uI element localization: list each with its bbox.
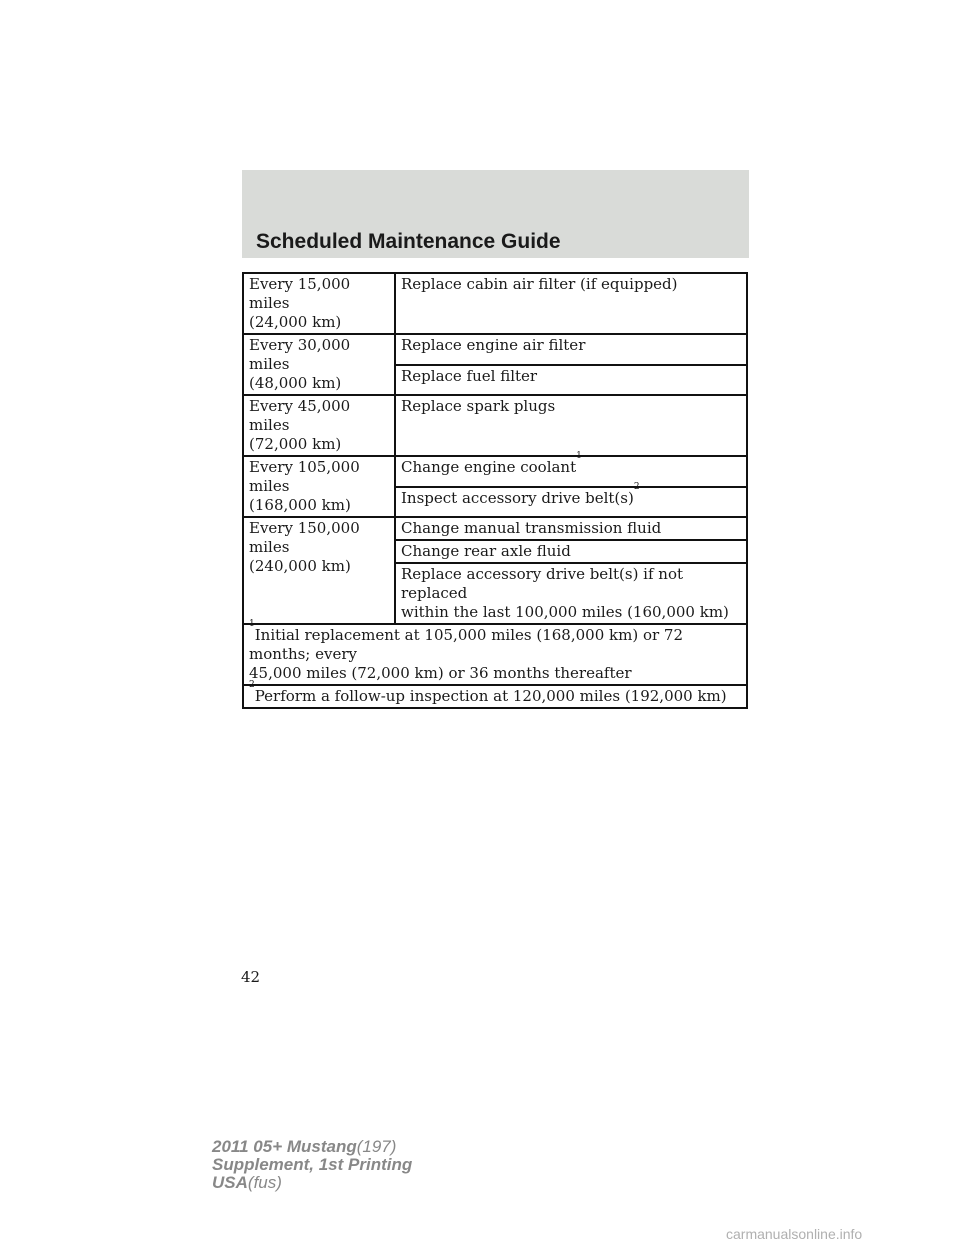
table-row (243, 395, 747, 456)
task-cell: Change engine coolant$^1$ (395, 456, 747, 487)
print-footer: 2011 05+ Mustang(197) Supplement, 1st Printing USA(fus) (212, 1137, 413, 1192)
task-cell: Change rear axle fluid (395, 540, 747, 563)
interval-cell: Every 15,000 miles (24,000 km) (243, 273, 395, 334)
interval-cell: Every 150,000 miles (240,000 km) (243, 517, 395, 624)
footnote-1: $^1$Initial replacement at 105,000 miles (168,000 km) or 72 months; every 45,000 miles (72,000 km) or 36 months thereafter (243, 624, 747, 685)
interval-cell: Every 30,000 miles (48,000 km) (243, 334, 395, 395)
maintenance-table (242, 272, 748, 709)
task-cell: Replace accessory drive belt(s) if not replaced within the last 100,000 miles (160,000 km) (395, 563, 747, 624)
footnote-row (243, 624, 747, 685)
footnote-row (243, 685, 747, 708)
task-cell: Inspect accessory drive $belt(s)^2$ (395, 487, 747, 518)
task-cell: Replace cabin air filter (if equipped) (395, 273, 747, 334)
task-cell: Replace fuel filter (395, 365, 747, 396)
watermark: carmanualsonline.info (726, 1226, 863, 1242)
interval-cell: Every 45,000 miles (72,000 km) (243, 395, 395, 456)
task-cell: Replace engine air filter (395, 334, 747, 365)
table-row (243, 517, 747, 540)
interval-cell: Every 105,000 miles (168,000 km) (243, 456, 395, 517)
table-row (243, 273, 747, 334)
task-cell: Replace spark plugs (395, 395, 747, 456)
footnote-mark: 2 (633, 481, 640, 492)
footnote-mark: 1 (576, 451, 582, 461)
table-row (243, 334, 747, 365)
footnote-2: $^2$Perform a follow-up inspection at 120,000 miles (192,000 km) (243, 685, 747, 708)
table-row (243, 456, 747, 487)
page-number: 42 (241, 968, 261, 986)
page-title: Scheduled Maintenance Guide (256, 230, 561, 253)
task-cell: Change manual transmission fluid (395, 517, 747, 540)
